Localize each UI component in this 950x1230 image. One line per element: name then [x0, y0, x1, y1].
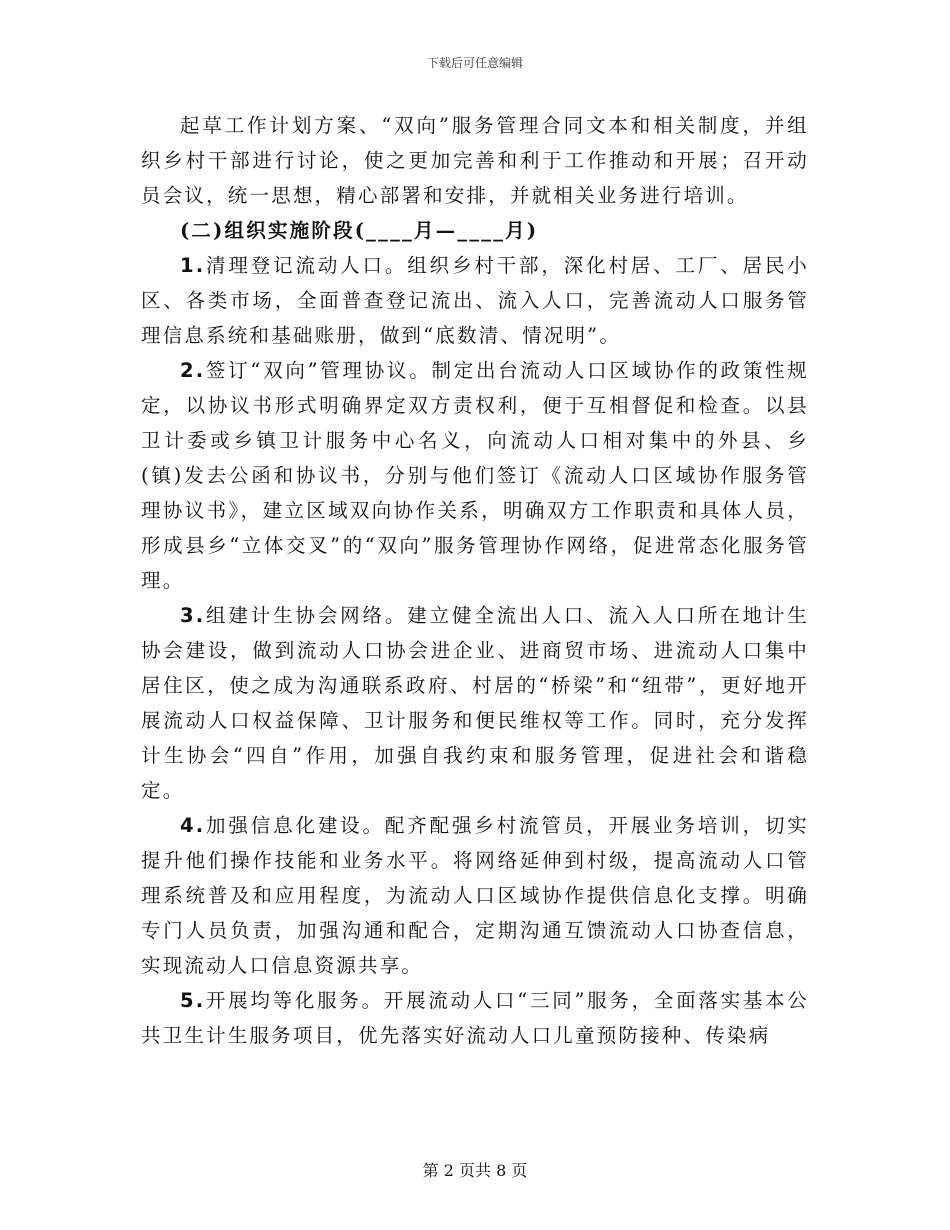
page-header: 下载后可任意编辑: [426, 56, 523, 70]
paragraph-item-2: [141, 353, 809, 598]
paragraph-item-4: [141, 808, 809, 983]
page-footer: 第 2 页共 8 页: [422, 1161, 528, 1180]
section-heading: [141, 213, 809, 248]
item-number: 1.: [180, 254, 206, 277]
paragraph-item-1: [141, 248, 809, 353]
paragraph-item-3: [141, 598, 809, 808]
paragraph-text: 开展均等化服务。开展流动人口“三同”服务，全面落实基本公共卫生计生服务项目，优先落实好流动人口儿童预防接种、传染病: [141, 989, 809, 1047]
item-number: 3.: [180, 604, 206, 627]
document-body: [141, 108, 809, 1053]
paragraph-text: 清理登记流动人口。组织乡村干部，深化村居、工厂、居民小区、各类市场，全面普查登记流出、流入人口，完善流动人口服务管理信息系统和基础账册，做到“底数清、情况明”。: [141, 254, 809, 347]
item-number: 5.: [180, 989, 206, 1012]
paragraph-item-5: [141, 983, 809, 1053]
paragraph-text: 起草工作计划方案、“双向”服务管理合同文本和相关制度，并组织乡村干部进行讨论，使之更加完善和利于工作推动和开展；召开动员会议，统一思想，精心部署和安排，并就相关业务进行培训。: [141, 114, 809, 207]
paragraph-intro: [141, 108, 809, 213]
paragraph-text: 签订“双向”管理协议。制定出台流动人口区域协作的政策性规定，以协议书形式明确界定双方责权利，便于互相督促和检查。以县卫计委或乡镇卫计服务中心名义，向流动人口相对集中的外县、乡(镇)发去公函和协议书，分别与他们签订《流动人口区域协作服务管理协议书》，建立区域双向协作关系，明确双方工作职责和具体人员，形成县乡“立体交叉”的“双向”服务管理协作网络，促进常态化服务管理。: [141, 359, 809, 592]
section-heading-text: (二)组织实施阶段(____月—____月): [180, 219, 539, 242]
paragraph-text: 组建计生协会网络。建立健全流出人口、流入人口所在地计生协会建设，做到流动人口协会进企业、进商贸市场、进流动人口集中居住区，使之成为沟通联系政府、村居的“桥梁”和“纽带”，更好地开展流动人口权益保障、卫计服务和便民维权等工作。同时，充分发挥计生协会“四自”作用，加强自我约束和服务管理，促进社会和谐稳定。: [141, 604, 809, 802]
item-number: 2.: [180, 359, 206, 382]
paragraph-text: 加强信息化建设。配齐配强乡村流管员，开展业务培训，切实提升他们操作技能和业务水平。将网络延伸到村级，提高流动人口管理系统普及和应用程度，为流动人口区域协作提供信息化支撑。明确专门人员负责，加强沟通和配合，定期沟通互馈流动人口协查信息，实现流动人口信息资源共享。: [141, 814, 809, 977]
item-number: 4.: [180, 814, 206, 837]
